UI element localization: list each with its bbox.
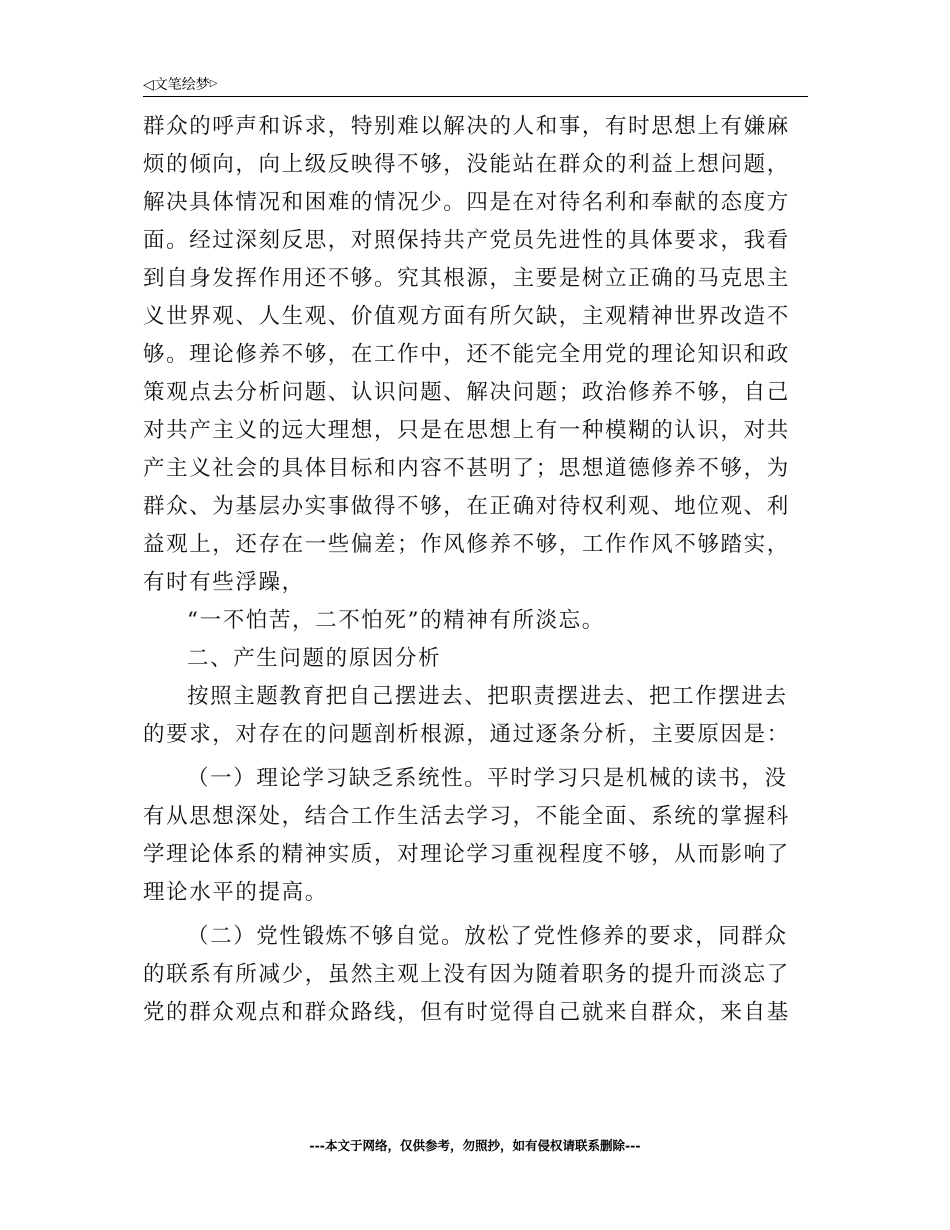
page-header <box>143 72 808 97</box>
body-line: 够。理论修养不够，在工作中，还不能完全用党的理论知识和政 <box>143 342 790 367</box>
body-line: 面。经过深刻反思，对照保持共产党员先进性的具体要求，我看 <box>143 228 790 253</box>
body-line: 烦的倾向，向上级反映得不够，没能站在群众的利益上想问题， <box>143 152 790 177</box>
subsection-line: （一）理论学习缺乏系统性。平时学习只是机械的读书，没 <box>187 766 788 791</box>
body-line: 群众的呼声和诉求，特别难以解决的人和事，有时思想上有嫌麻 <box>143 114 790 139</box>
body-line: 的联系有所减少，虽然主观上没有因为随着职务的提升而淡忘了 <box>143 962 790 987</box>
body-line: 的要求，对存在的问题剖析根源，通过逐条分析，主要原因是： <box>143 722 790 747</box>
body-line: 策观点去分析问题、认识问题、解决问题；政治修养不够，自己 <box>143 380 790 405</box>
body-line: 学理论体系的精神实质，对理论学习重视程度不够，从而影响了 <box>143 842 790 867</box>
body-line: 群众、为基层办实事做得不够，在正确对待权利观、地位观、利 <box>143 494 790 519</box>
quote-line: “一不怕苦，二不怕死”的精神有所淡忘。 <box>187 608 605 633</box>
body-line: 理论水平的提高。 <box>143 880 328 905</box>
header-brand <box>143 74 217 94</box>
footer-disclaimer: ---本文于网络，仅供参考，勿照抄，如有侵权请联系删除--- <box>309 1138 641 1153</box>
left-triangle-icon: ◁ <box>143 77 154 93</box>
body-line: 有时有些浮躁， <box>143 570 305 595</box>
body-line: 产主义社会的具体目标和内容不甚明了；思想道德修养不够，为 <box>143 456 790 481</box>
section-heading: 二、产生问题的原因分析 <box>187 646 442 671</box>
body-line: 按照主题教育把自己摆进去、把职责摆进去、把工作摆进去 <box>187 684 788 709</box>
subsection-line: （二）党性锻炼不够自觉。放松了党性修养的要求，同群众 <box>187 924 788 949</box>
body-line: 义世界观、人生观、价值观方面有所欠缺，主观精神世界改造不 <box>143 304 790 329</box>
body-line: 对共产主义的远大理想，只是在思想上有一种模糊的认识，对共 <box>143 418 790 443</box>
brand-name: 文笔绘梦 <box>153 77 210 93</box>
body-line: 有从思想深处，结合工作生活去学习，不能全面、系统的掌握科 <box>143 804 790 829</box>
document-body <box>143 108 813 1032</box>
body-line: 解决具体情况和困难的情况少。四是在对待名利和奉献的态度方 <box>143 190 790 215</box>
right-triangle-icon: ▷ <box>209 78 218 89</box>
body-line: 党的群众观点和群众路线，但有时觉得自己就来自群众，来自基 <box>143 1000 790 1025</box>
body-line: 到自身发挥作用还不够。究其根源，主要是树立正确的马克思主 <box>143 266 790 291</box>
body-line: 益观上，还存在一些偏差；作风修养不够，工作作风不够踏实， <box>143 532 790 557</box>
